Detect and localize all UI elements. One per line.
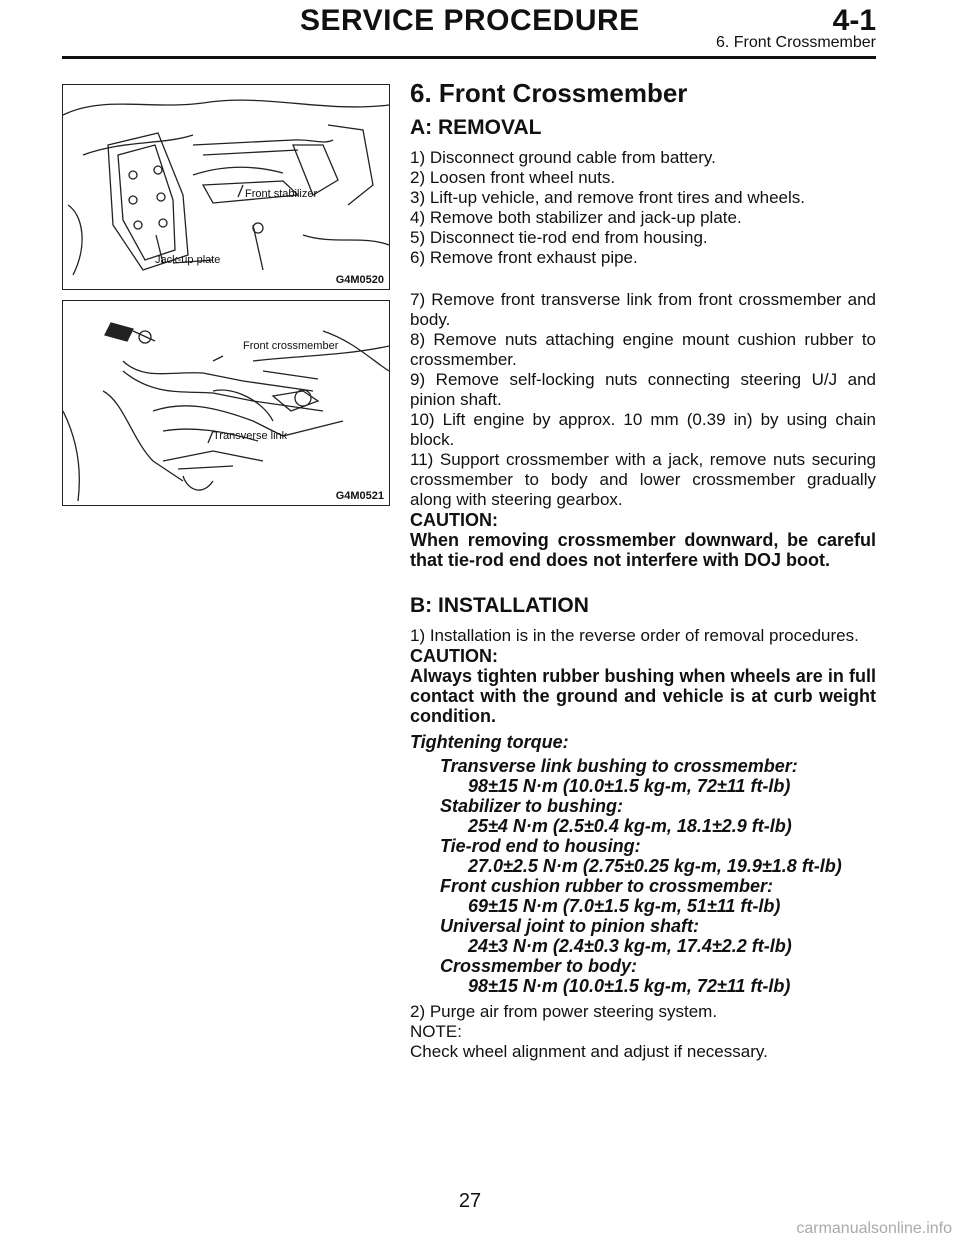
removal-caution-title: CAUTION: [410,510,498,530]
torque-value: 25±4 N·m (2.5±0.4 kg-m, 18.1±2.9 ft-lb) [468,816,792,836]
torque-value: 69±15 N·m (7.0±1.5 kg-m, 51±11 ft-lb) [468,896,781,916]
installation-heading: B: INSTALLATION [410,594,589,617]
watermark: carmanualsonline.info [796,1220,952,1237]
installation-step: 1) Installation is in the reverse order of removal procedures. [410,626,859,645]
removal-step: 10) Lift engine by approx. 10 mm (0.39 in) by using chain block. [410,410,876,449]
removal-step: 7) Remove front transverse link from front crossmember and body. [410,290,876,329]
header-section-title: SERVICE PROCEDURE [300,4,640,37]
figure-crossmember-drawing [63,301,389,505]
removal-step: 2) Loosen front wheel nuts. [410,168,616,187]
removal-step: 6) Remove front exhaust pipe. [410,248,638,267]
label-front-crossmember: Front crossmember [243,340,339,352]
torque-value: 24±3 N·m (2.4±0.3 kg-m, 17.4±2.2 ft-lb) [468,936,792,956]
torque-item: Transverse link bushing to crossmember: [440,756,798,776]
removal-step: 8) Remove nuts attaching engine mount cushion rubber to crossmember. [410,330,876,369]
installation-step: 2) Purge air from power steering system. [410,1002,718,1021]
installation-caution-title: CAUTION: [410,646,498,666]
removal-caution-text: When removing crossmember downward, be careful that tie-rod end does not interfere with DOJ boot. [410,530,876,570]
removal-step: 11) Support crossmember with a jack, remove nuts securing crossmember to body and lower crossmember gradually along with steering gearbox. [410,450,876,509]
header-rule [62,56,876,59]
note-text: Check wheel alignment and adjust if necessary. [410,1042,768,1061]
torque-item: Crossmember to body: [440,956,638,976]
torque-item: Universal joint to pinion shaft: [440,916,700,936]
figure-id: G4M0521 [335,490,384,502]
torque-value: 98±15 N·m (10.0±1.5 kg-m, 72±11 ft-lb) [468,776,791,796]
removal-step: 4) Remove both stabilizer and jack-up plate. [410,208,742,227]
torque-value: 27.0±2.5 N·m (2.75±0.25 kg-m, 19.9±1.8 ft-lb) [468,856,842,876]
removal-step: 5) Disconnect tie-rod end from housing. [410,228,708,247]
label-jack-up-plate: Jack-up plate [155,254,221,266]
torque-title: Tightening torque: [410,732,569,752]
torque-value: 98±15 N·m (10.0±1.5 kg-m, 72±11 ft-lb) [468,976,791,996]
torque-list [410,756,876,996]
removal-step: 9) Remove self-locking nuts connecting steering U/J and pinion shaft. [410,370,876,409]
installation-caution-text: Always tighten rubber bushing when wheels are in full contact with the ground and vehicle is at curb weight condition. [410,666,876,726]
label-transverse-link: Transverse link [213,430,288,442]
page-title: 6. Front Crossmember [410,78,688,108]
page-number: 27 [458,1190,482,1212]
header-section-code: 4-1 [832,4,876,37]
removal-step: 1) Disconnect ground cable from battery. [410,148,716,167]
removal-heading: A: REMOVAL [410,116,542,139]
note-title: NOTE: [410,1022,462,1041]
torque-item: Tie-rod end to housing: [440,836,641,856]
figure-id: G4M0520 [335,274,384,286]
torque-item: Front cushion rubber to crossmember: [440,876,774,896]
header-subtitle: 6. Front Crossmember [715,34,876,51]
content-column [410,78,876,1062]
removal-step: 3) Lift-up vehicle, and remove front tires and wheels. [410,188,805,207]
figure-stabilizer-drawing [63,85,389,289]
figure-crossmember [62,300,390,506]
label-front-stabilizer: Front stabilizer [245,188,318,200]
figure-stabilizer [62,84,390,290]
torque-item: Stabilizer to bushing: [440,796,623,816]
